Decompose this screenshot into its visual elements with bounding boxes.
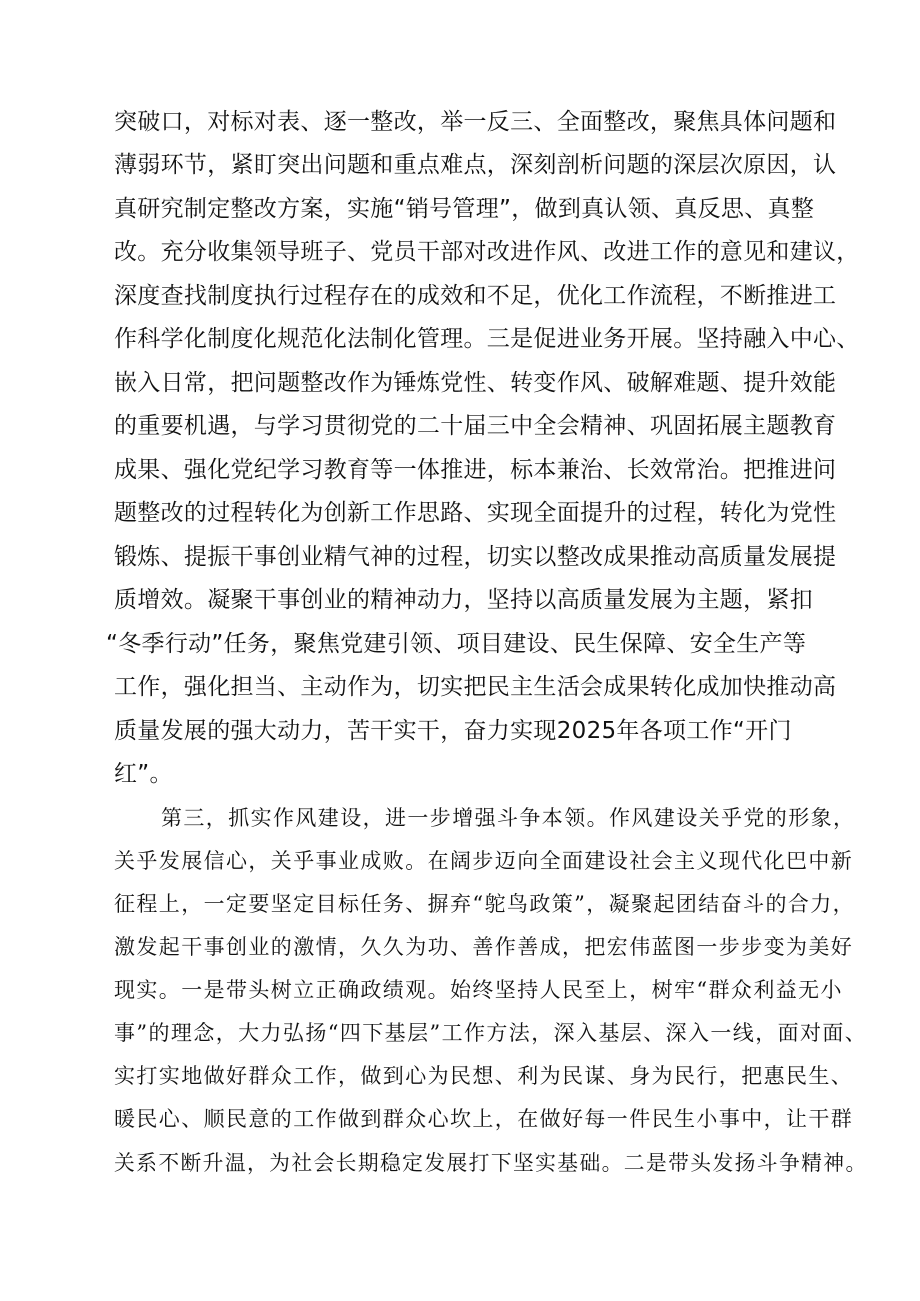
text-line: 暖民心、顺民意的工作做到群众心坎上，在做好每一件民生小事中，让干群 [114,1107,854,1131]
text-line: 质量发展的强大动力，苦干实干，奋力实现2025年各项工作“开门 [114,718,792,744]
text-line: 实打实地做好群众工作，做到心为民想、利为民谋、身为民行，把惠民生、 [114,1064,854,1088]
text-line: 激发起干事创业的激情，久久为功、善作善成，把宏伟蓝图一步步变为美好 [114,935,854,959]
text-line: 征程上，一定要坚定目标任务、摒弃“鸵鸟政策”，凝聚起团结奋斗的合力， [114,892,856,916]
text-line: 关系不断升温，为社会长期稳定发展打下坚实基础。二是带头发扬斗争精神。 [114,1151,868,1175]
text-line: 嵌入日常，把问题整改作为锤炼党性、转变作风、破解难题、提升效能 [114,370,837,396]
text-line: 成果、强化党纪学习教育等一体推进，标本兼治、长效常治。把推进问 [114,457,837,483]
text-line: 锻炼、提振干事创业精气神的过程，切实以整改成果推动高质量发展提 [114,544,837,570]
text-line: 现实。一是带头树立正确政绩观。始终坚持人民至上，树牢“群众利益无小 [114,978,843,1002]
text-line: 事”的理念，大力弘扬“四下基层”工作方法，深入基层、深入一线，面对面、 [114,1021,868,1045]
text-line: “冬季行动”任务，聚焦党建引领、项目建设、民生保障、安全生产等 [106,631,807,657]
text-line: 薄弱环节，紧盯突出问题和重点难点，深刻剖析问题的深层次原因，认 [114,152,837,178]
text-line: 关乎发展信心，关乎事业成败。在阔步迈向全面建设社会主义现代化巴中新 [114,849,854,873]
text-line: 工作，强化担当、主动作为，切实把民主生活会成果转化成加快推动高 [114,674,837,700]
text-line: 的重要机遇，与学习贯彻党的二十届三中全会精神、巩固拓展主题教育 [114,413,837,439]
text-line: 作科学化制度化规范化法制化管理。三是促进业务开展。坚持融入中心、 [114,326,860,352]
text-line: 第三，抓实作风建设，进一步增强斗争本领。作风建设关乎党的形象， [161,806,856,830]
text-line: 真研究制定整改方案，实施“销号管理”，做到真认领、真反思、真整 [114,196,815,222]
text-line: 质增效。凝聚干事创业的精神动力，坚持以高质量发展为主题，紧扣 [114,587,813,613]
text-line: 深度查找制度执行过程存在的成效和不足，优化工作流程，不断推进工 [114,283,837,309]
text-line: 突破口，对标对表、逐一整改，举一反三、全面整改，聚焦具体问题和 [114,109,837,135]
text-line: 改。充分收集领导班子、党员干部对改进作风、改进工作的意见和建议， [114,239,860,265]
text-line: 红”。 [114,761,173,787]
text-line: 题整改的过程转化为创新工作思路、实现全面提升的过程，转化为党性 [114,500,837,526]
